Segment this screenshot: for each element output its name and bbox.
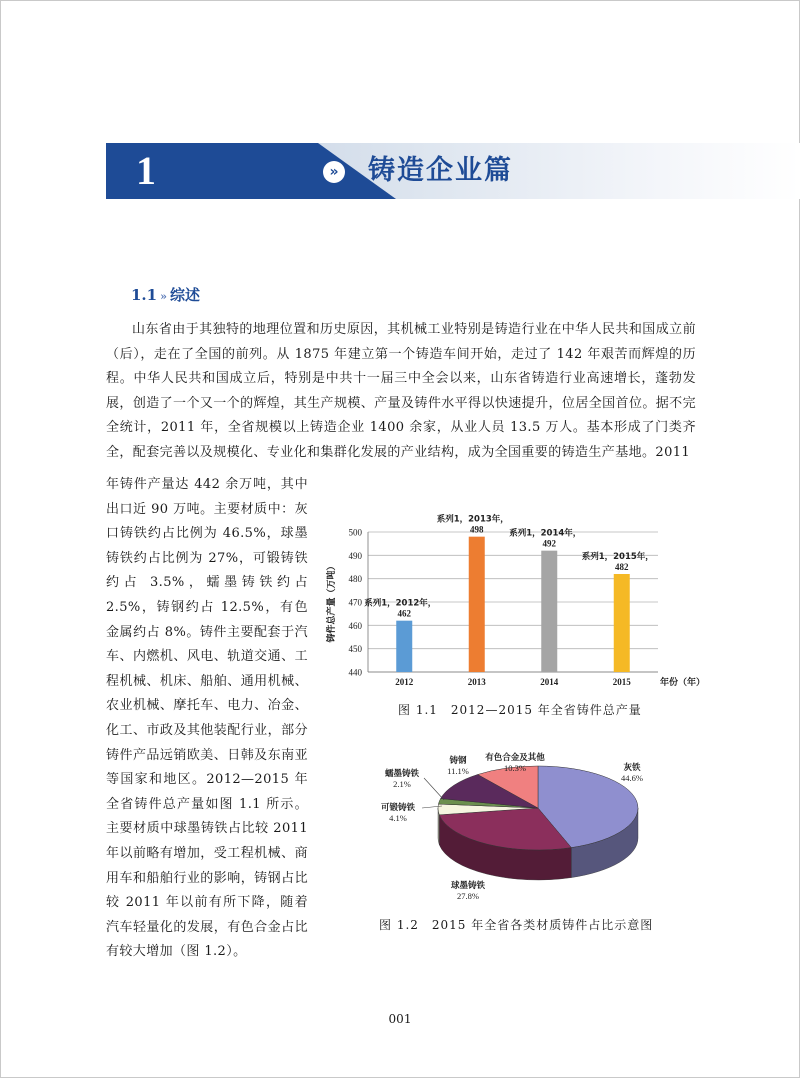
pie-chart-title: 图 1.2 2015 年全省各类材质铸件占比示意图: [379, 918, 654, 932]
page-number: 001: [388, 1012, 412, 1026]
pie-label: 可锻铸铁: [380, 803, 416, 813]
y-tick-label: 460: [348, 620, 362, 631]
column-paragraph: 年铸件产量达 442 余万吨，其中出口近 90 万吨。主要材质中：灰口铸铁约占比例为 46.5%，球墨铸铁约占比例为 27%，可锻铸铁约占 3.5%，蠕墨铸铁约占 2.5%，铸钢约占 12.5%，有色金属约占 8%。铸件主要配套于汽车、内燃机、风电、轨道交通、工程机械、机床、船舶、通用机械、农业机械、摩托车、电力、冶金、化工、市政及其他装配行业，部分铸件产品远销欧美、日韩及东南亚等国家和地区。2012—2015 年全省铸件总产量如图 1.1 所示。主要材质中球墨铸铁占比较 2011 年以前略有增加，受工程机械、商用车和船舶行业的影响，铸钢占比较 2011 年以前有所下降，随着汽车轻量化的发展，有色合金占比有较大增加（图 1.2）。: [106, 477, 308, 960]
pie-value-label: 11.1%: [447, 766, 469, 776]
bar-2014: [541, 551, 557, 672]
leader-line: [424, 778, 444, 800]
pie-value-label: 27.8%: [457, 891, 479, 901]
section-separator-icon: »: [160, 290, 167, 303]
x-axis-label: 年份（年）: [660, 678, 706, 688]
pie-value-label: 10.3%: [504, 763, 526, 773]
bar-value-label: 482: [615, 562, 629, 572]
bar-2013: [469, 537, 485, 672]
y-tick-label: 500: [348, 527, 362, 538]
bar-annotation: 系列1，2014年，: [509, 528, 582, 539]
bar-value-label: 498: [470, 524, 484, 535]
bar-2015: [614, 574, 630, 672]
y-tick-label: 470: [348, 597, 362, 608]
y-tick-label: 440: [348, 667, 362, 678]
pie-label: 蠕墨铸铁: [384, 769, 420, 779]
bar-value-label: 492: [542, 538, 556, 549]
pie-value-label: 2.1%: [393, 779, 411, 789]
pie-value-label: 44.6%: [621, 773, 643, 783]
bar-2012: [396, 621, 412, 672]
y-axis-label: 铸件总产量（万吨）: [327, 561, 337, 643]
y-tick-label: 490: [348, 550, 362, 561]
bar-chart-caption: [398, 701, 642, 718]
bar-chart: [320, 505, 706, 700]
pie-chart-caption: [379, 916, 653, 933]
intro-paragraph: 山东省由于其独特的地理位置和历史原因，其机械工业特别是铸造行业在中华人民共和国成立前（后），走在了全国的前列。从 1875 年建立第一个铸造车间开始，走过了 142 年艰苦而辉煌的历程。中华人民共和国成立后，特别是中共十一届三中全会以来，山东省铸造行业高速增长，蓬勃发展，创造了一个又一个的辉煌，其生产规模、产量及铸件水平得以快速提升，位居全国首位。据不完全统计，2011 年，全省规模以上铸造企业 1400 余家，从业人员 13.5 万人。基本形成了门类齐全，配套完善以及规模化、专业化和集群化发展的产业结构，成为全国重要的铸造生产基地。2011: [106, 322, 696, 460]
x-tick-label: 2013: [467, 677, 486, 687]
chevron-right-icon: »: [323, 161, 345, 183]
y-tick-label: 480: [348, 574, 362, 585]
x-tick-label: 2012: [395, 677, 414, 687]
bar-annotation: 系列1，2015年，: [581, 552, 654, 562]
bar-annotation: 系列1，2013年，: [436, 514, 509, 525]
y-tick-label: 450: [348, 644, 362, 655]
chapter-title: 铸造企业篇: [368, 155, 513, 186]
bar-value-label: 462: [397, 608, 411, 619]
section-heading: [131, 284, 200, 305]
bar-chart-title: 图 1.1 2012—2015 年全省铸件总产量: [398, 703, 642, 717]
pie-label: 灰铁: [623, 763, 641, 773]
pie-value-label: 4.1%: [389, 813, 407, 823]
section-title: 综述: [169, 286, 200, 304]
x-tick-label: 2015: [612, 677, 631, 687]
bar-annotation: 系列1，2012年，: [364, 598, 437, 609]
pie-label: 有色合金及其他: [485, 753, 545, 763]
x-tick-label: 2014: [540, 677, 559, 687]
pie-label: 球墨铸铁: [450, 881, 486, 891]
chapter-number: 1: [136, 148, 156, 193]
pie-label: 铸钢: [449, 756, 467, 766]
pie-chart: [360, 748, 680, 918]
chapter-banner: [106, 143, 800, 199]
section-number: 1.1: [131, 286, 158, 304]
